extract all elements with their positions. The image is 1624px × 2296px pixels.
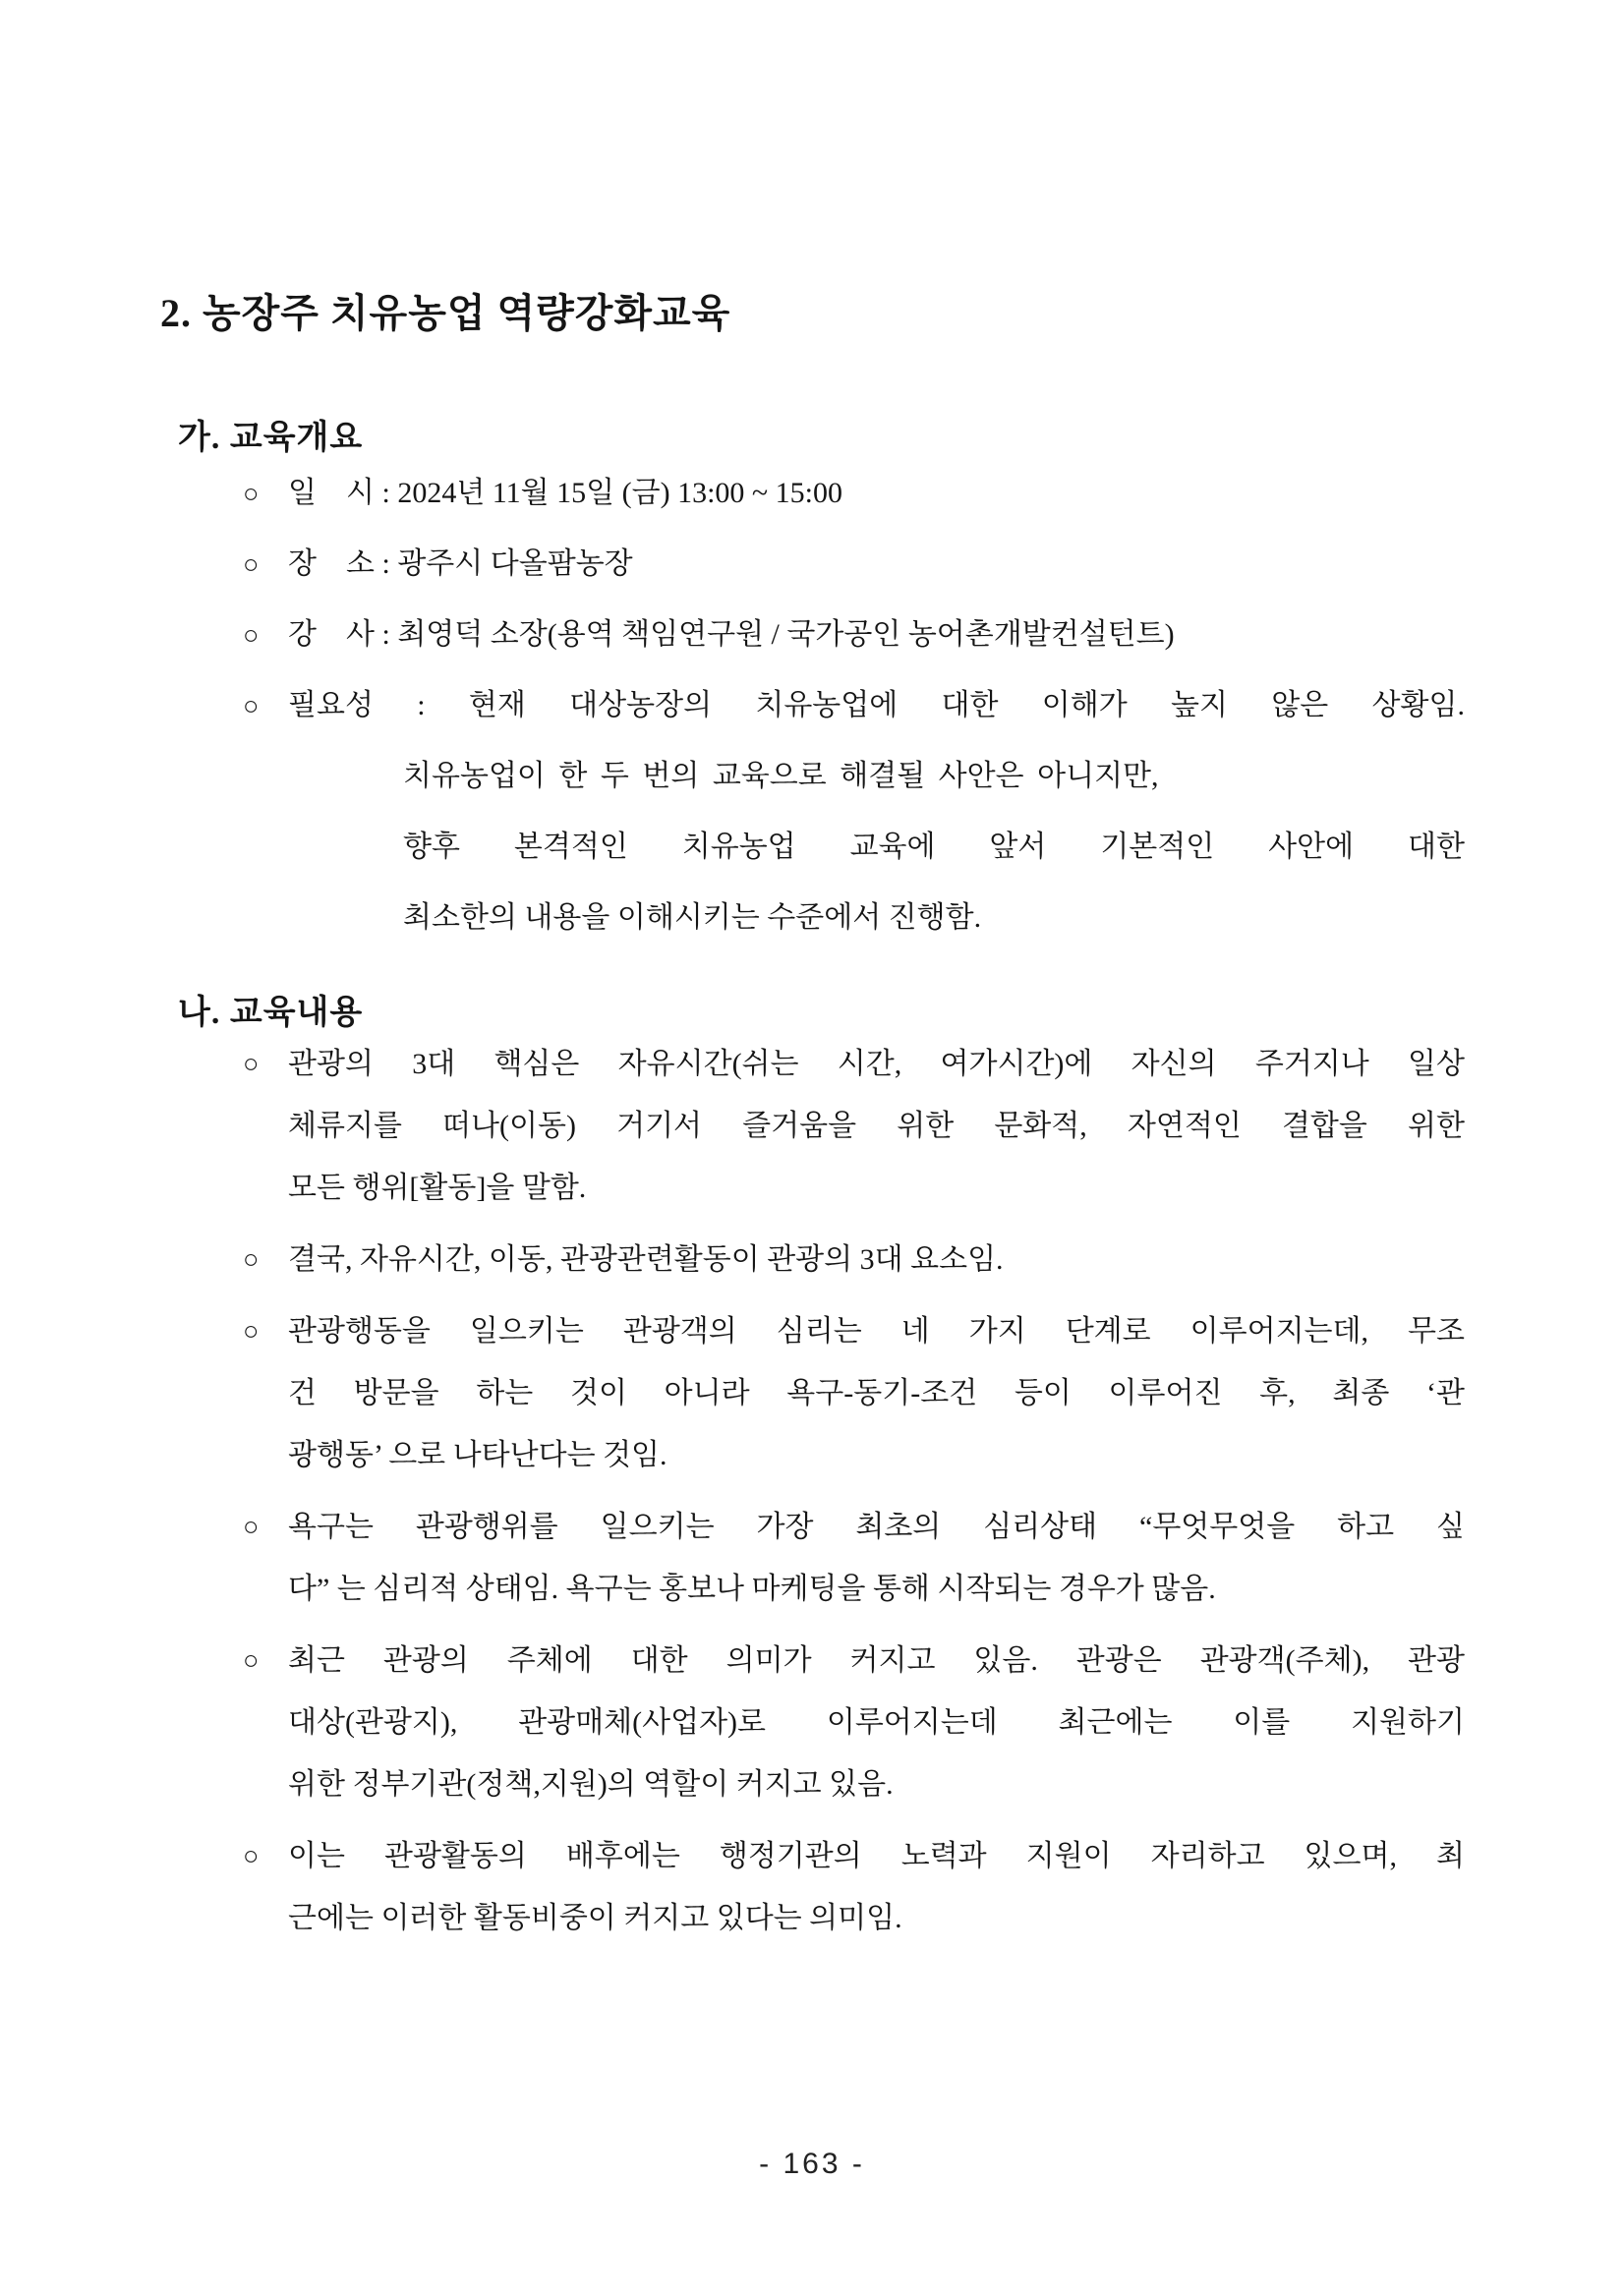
bullet-circle-icon: ○: [243, 1841, 260, 1870]
list-item-content: [288, 1033, 1465, 1219]
item-line: [288, 600, 1465, 670]
item-continuation-line: 최소한의 내용을 이해시키는 수준에서 진행함.: [403, 901, 982, 934]
list-item: [243, 670, 1465, 953]
item-continuation-line: 치유농업이 한 두 번의 교육으로 해결될 사안은 아니지만,: [403, 760, 1159, 792]
list-item-content: [288, 600, 1465, 670]
list-item: [243, 1033, 1465, 1219]
bullet-circle-icon: ○: [243, 479, 260, 508]
paragraph-line: 체류지를 떠나(이동) 거기서 즐거움을 위한 문화적, 자연적인 결합을 위한: [288, 1110, 1465, 1142]
list-item-content: [288, 1300, 1465, 1486]
section-b-list: [0, 1033, 1624, 1949]
paragraph-line: 광행동’ 으로 나타난다는 것임.: [288, 1439, 667, 1471]
section-b-heading: 나. 교육내용: [178, 995, 364, 1031]
item-colon: :: [374, 618, 398, 651]
list-item-content: [288, 1496, 1465, 1620]
paragraph-line: 모든 행위[활동]을 말함.: [288, 1172, 587, 1204]
item-label: 강 사: [288, 618, 375, 651]
item-value: 2024년 11월 15일 (금) 13:00 ~ 15:00: [397, 477, 842, 509]
list-item: [243, 1825, 1465, 1949]
paragraph-line: 위한 정부기관(정책,지원)의 역할이 커지고 있음.: [288, 1768, 894, 1801]
page-title: 2. 농장주 치유농업 역량강화교육: [160, 291, 731, 335]
item-value: 광주시 다올팜농장: [397, 547, 633, 580]
item-label: 필요성: [288, 689, 374, 721]
list-item: [243, 458, 1465, 529]
item-colon: :: [374, 477, 398, 509]
list-item: [243, 600, 1465, 670]
list-item-content: [288, 1825, 1465, 1949]
paragraph-line: 이는 관광활동의 배후에는 행정기관의 노력과 지원이 자리하고 있으며, 최: [288, 1840, 1465, 1872]
section-a-list: [0, 458, 1624, 953]
item-line: [288, 529, 1465, 600]
item-line: [288, 458, 1465, 529]
list-item-content: [288, 670, 1465, 953]
paragraph-line: 건 방문을 하는 것이 아니라 욕구-동기-조건 등이 이루어진 후, 최종 ‘관: [288, 1377, 1465, 1409]
list-item: [243, 1630, 1465, 1815]
item-value: 최영덕 소장(용역 책임연구원 / 국가공인 농어촌개발컨설턴트): [397, 618, 1175, 651]
bullet-circle-icon: ○: [243, 549, 260, 579]
paragraph-line: 관광의 3대 핵심은 자유시간(쉬는 시간, 여가시간)에 자신의 주거지나 일상: [288, 1048, 1465, 1080]
bullet-circle-icon: ○: [243, 1512, 260, 1541]
section-a-heading: 가. 교육개요: [178, 420, 364, 456]
paragraph-line: 욕구는 관광행위를 일으키는 가장 최초의 심리상태 “무엇무엇을 하고 싶: [288, 1511, 1465, 1543]
bullet-circle-icon: ○: [243, 620, 260, 650]
bullet-circle-icon: ○: [243, 1049, 260, 1078]
item-colon: :: [373, 689, 469, 721]
item-continuation-line: 향후 본격적인 치유농업 교육에 앞서 기본적인 사안에 대한: [403, 831, 1465, 863]
bullet-circle-icon: ○: [243, 1645, 260, 1675]
list-item: [243, 1229, 1465, 1291]
list-item-content: [288, 529, 1465, 600]
paragraph-line: 다” 는 심리적 상태임. 욕구는 홍보나 마케팅을 통해 시작되는 경우가 많음.: [288, 1573, 1216, 1605]
item-value: 현재 대상농장의 치유농업에 대한 이해가 높지 않은 상황임.: [468, 689, 1465, 721]
list-item-content: [288, 1630, 1465, 1815]
item-line: [288, 670, 1465, 741]
bullet-circle-icon: ○: [243, 1244, 260, 1274]
list-item: [243, 1300, 1465, 1486]
paragraph-line: 결국, 자유시간, 이동, 관광관련활동이 관광의 3대 요소임.: [288, 1243, 1004, 1276]
paragraph-line: 최근 관광의 주체에 대한 의미가 커지고 있음. 관광은 관광객(주체), 관광: [288, 1644, 1465, 1677]
item-colon: :: [374, 547, 398, 580]
bullet-circle-icon: ○: [243, 691, 260, 720]
paragraph-line: 대상(관광지), 관광매체(사업자)로 이루어지는데 최근에는 이를 지원하기: [288, 1706, 1465, 1739]
item-label: 장 소: [288, 547, 375, 580]
list-item: [243, 1496, 1465, 1620]
paragraph-line: 관광행동을 일으키는 관광객의 심리는 네 가지 단계로 이루어지는데, 무조: [288, 1315, 1465, 1348]
bullet-circle-icon: ○: [243, 1316, 260, 1346]
paragraph-line: 근에는 이러한 활동비중이 커지고 있다는 의미임.: [288, 1902, 902, 1934]
list-item-content: [288, 458, 1465, 529]
list-item-content: [288, 1229, 1465, 1291]
page-number: - 163 -: [759, 2148, 865, 2180]
item-label: 일 시: [288, 477, 375, 509]
list-item: [243, 529, 1465, 600]
